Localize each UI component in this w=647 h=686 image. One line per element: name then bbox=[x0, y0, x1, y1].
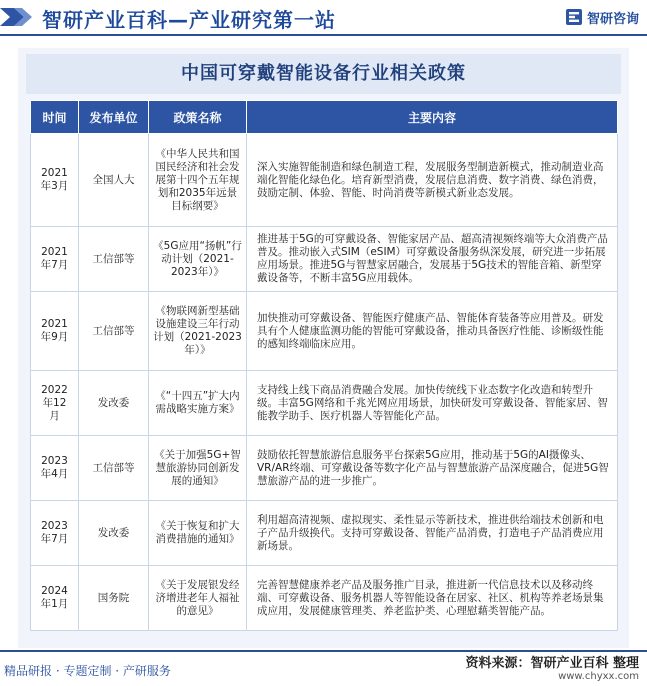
cell-time: 2021 年3月 bbox=[31, 134, 79, 227]
zhiyan-logo-icon bbox=[565, 8, 583, 26]
cell-policy-name: 《关于发展银发经济增进老年人福祉的意见》 bbox=[149, 566, 247, 631]
table-title: 中国可穿戴智能设备行业相关政策 bbox=[26, 54, 621, 94]
cell-content: 利用超高清视频、虚拟现实、柔性显示等新技术，推进供给端技术创新和电子产品升级换代。支持可穿戴设备、智能产品消费，打造电子产品消费应用新场景。 bbox=[247, 501, 618, 566]
cell-policy-name: 《物联网新型基础设施建设三年行动计划（2021-2023年）》 bbox=[149, 292, 247, 371]
cell-dept: 发改委 bbox=[79, 371, 149, 436]
footer-source: 资料来源：智研产业百科 整理 bbox=[465, 656, 639, 671]
top-header bbox=[0, 0, 647, 36]
policy-panel bbox=[18, 48, 629, 648]
cell-dept: 工信部等 bbox=[79, 292, 149, 371]
table-row bbox=[31, 436, 618, 501]
table-row bbox=[31, 566, 618, 631]
footer-url[interactable]: www.chyxx.com bbox=[558, 671, 639, 682]
cell-dept: 工信部等 bbox=[79, 227, 149, 292]
cell-time: 2021 年7月 bbox=[31, 227, 79, 292]
cell-policy-name: 《“十四五”扩大内需战略实施方案》 bbox=[149, 371, 247, 436]
column-header-content: 主要内容 bbox=[247, 101, 618, 134]
brand-name: 智研咨询 bbox=[586, 11, 639, 27]
arrow-decoration-icon bbox=[0, 6, 34, 28]
table-header-row bbox=[31, 101, 618, 134]
cell-dept: 发改委 bbox=[79, 501, 149, 566]
column-header-time: 时间 bbox=[31, 101, 79, 134]
cell-content: 鼓励依托智慧旅游信息服务平台探索5G应用，推动基于5G的AI摄像头、VR/AR终端、可穿戴设备等数字化产品与智慧旅游产品深度融合，促进5G智慧旅游产品的进一步推广。 bbox=[247, 436, 618, 501]
brand[interactable] bbox=[565, 7, 639, 27]
column-header-dept: 发布单位 bbox=[79, 101, 149, 134]
cell-dept: 工信部等 bbox=[79, 436, 149, 501]
column-header-name: 政策名称 bbox=[149, 101, 247, 134]
cell-time: 2021 年9月 bbox=[31, 292, 79, 371]
cell-time: 2022 年12 月 bbox=[31, 371, 79, 436]
cell-time: 2024 年1月 bbox=[31, 566, 79, 631]
cell-content: 支持线上线下商品消费融合发展。加快传统线下业态数字化改造和转型升级。丰富5G网络和千兆光网应用场景，加快研发可穿戴设备、智能家居、智能教学助手、医疗机器人等智能化产品。 bbox=[247, 371, 618, 436]
cell-time: 2023 年4月 bbox=[31, 436, 79, 501]
cell-policy-name: 《关于加强5G+智慧旅游协同创新发展的通知》 bbox=[149, 436, 247, 501]
table-row bbox=[31, 371, 618, 436]
cell-policy-name: 《中华人民共和国国民经济和社会发展第十四个五年规划和2035年远景目标纲要》 bbox=[149, 134, 247, 227]
policy-table bbox=[30, 100, 618, 631]
cell-content: 深入实施智能制造和绿色制造工程，发展服务型制造新模式，推动制造业高端化智能化绿色化。培育新型消费，发展信息消费、数字消费、绿色消费，鼓励定制、体验、智能、时尚消费等新模式新业态发展。 bbox=[247, 134, 618, 227]
cell-dept: 全国人大 bbox=[79, 134, 149, 227]
cell-policy-name: 《关于恢复和扩大消费措施的通知》 bbox=[149, 501, 247, 566]
site-title: 智研产业百科—产业研究第一站 bbox=[42, 8, 336, 32]
footer-services: 精品研报 · 专题定制 · 产研服务 bbox=[4, 664, 171, 678]
table-row bbox=[31, 292, 618, 371]
cell-content: 完善智慧健康养老产品及服务推广目录，推进新一代信息技术以及移动终端、可穿戴设备、服务机器人等智能设备在居家、社区、机构等养老场景集成应用，发展健康管理类、养老监护类、心理慰藉类智能产品。 bbox=[247, 566, 618, 631]
cell-content: 加快推动可穿戴设备、智能医疗健康产品、智能体育装备等应用普及。研发具有个人健康监测功能的智能可穿戴设备，推动具备医疗性能、诊断级性能的感知终端临床应用。 bbox=[247, 292, 618, 371]
cell-policy-name: 《5G应用“扬帆”行动计划（2021-2023年）》 bbox=[149, 227, 247, 292]
footer-source-block bbox=[465, 652, 639, 682]
table-row bbox=[31, 134, 618, 227]
cell-dept: 国务院 bbox=[79, 566, 149, 631]
table-row bbox=[31, 227, 618, 292]
cell-content: 推进基于5G的可穿戴设备、智能家居产品、超高清视频终端等大众消费产品普及。推动嵌入式SIM（eSIM）可穿戴设备服务纵深发展，研究进一步拓展应用场景。推进5G与智慧家居融合，发展基于5G技术的智能音箱、新型穿戴设备等，不断丰富5G应用载体。 bbox=[247, 227, 618, 292]
cell-time: 2023 年7月 bbox=[31, 501, 79, 566]
footer bbox=[0, 650, 647, 686]
table-row bbox=[31, 501, 618, 566]
